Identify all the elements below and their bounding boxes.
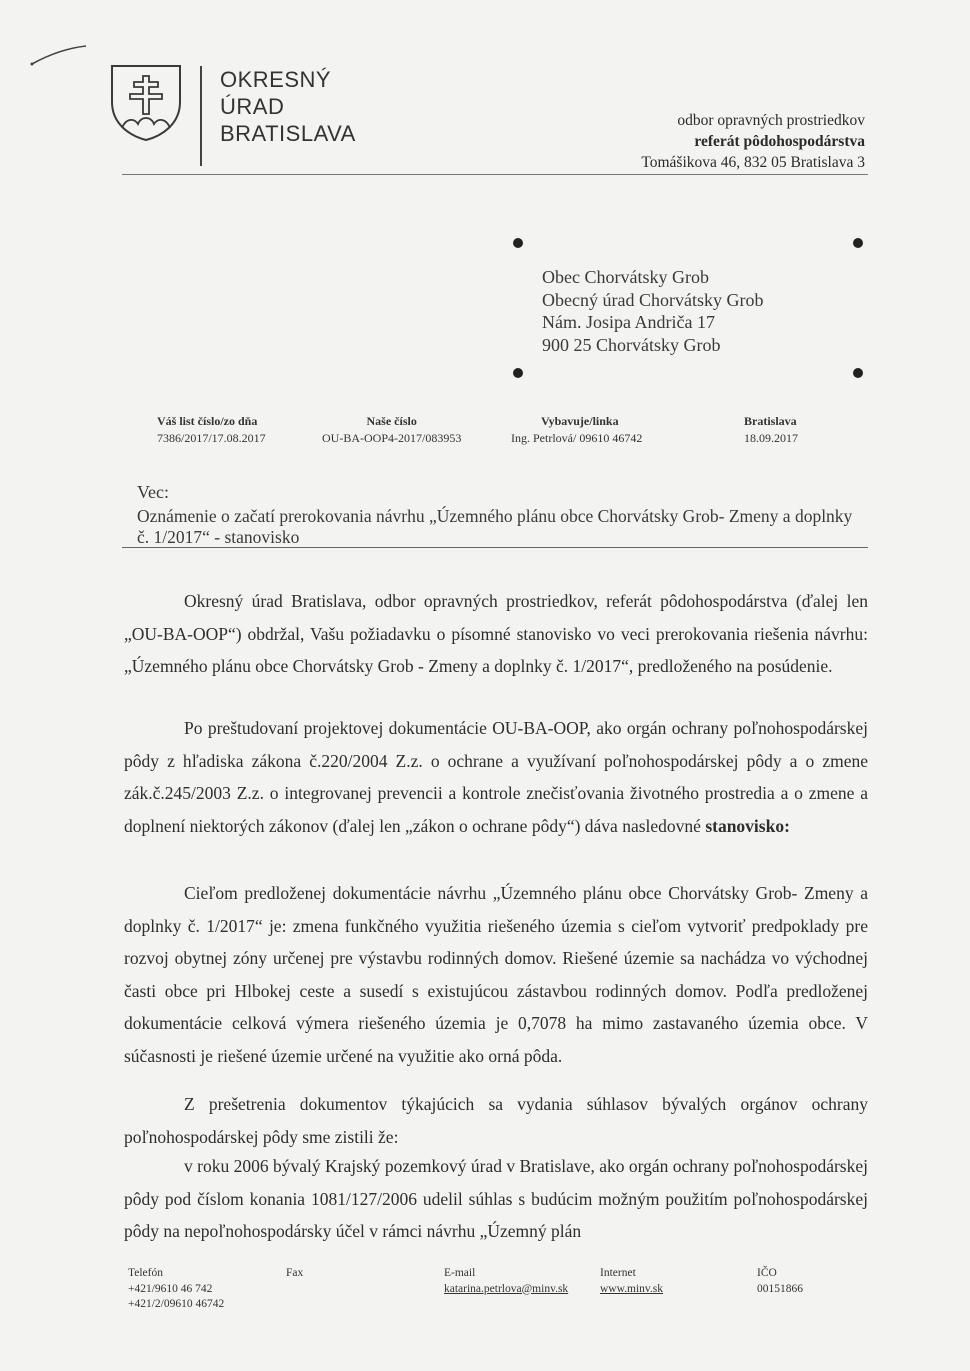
- header-divider: [200, 66, 202, 166]
- header-rule: [122, 174, 868, 175]
- subject-text: Oznámenie o začatí prerokovania návrhu „Územného plánu obce Chorvátsky Grob- Zmeny a doplnky č. 1/2017“ - stanovisko: [137, 506, 853, 547]
- body-paragraph-3: [124, 877, 868, 1072]
- website-link[interactable]: www.minv.sk: [600, 1282, 664, 1295]
- date-value: 18.09.2017: [744, 431, 798, 445]
- recipient-line-3: Nám. Josipa Andriča 17: [542, 312, 715, 332]
- coat-of-arms-icon: [108, 62, 184, 142]
- place-label: Bratislava: [744, 414, 797, 428]
- phone-value: +421/9610 46 742: [128, 1282, 213, 1295]
- internet-label: Internet: [600, 1267, 636, 1279]
- handled-by-ref: [511, 413, 642, 447]
- your-letter-ref: [157, 413, 266, 447]
- punch-hole-mark: [853, 368, 863, 378]
- footer-phone: [128, 1266, 224, 1313]
- body-paragraph-1: [124, 585, 868, 683]
- paragraph-text: Z prešetrenia dokumentov týkajúcich sa vydania súhlasov bývalých orgánov ochrany poľnohospodárskej pôdy sme zistili že:: [124, 1094, 868, 1147]
- footer-email: [444, 1266, 568, 1297]
- office-address: Tomášikova 46, 832 05 Bratislava 3: [641, 154, 865, 171]
- ico-label: IČO: [757, 1267, 777, 1279]
- office-name-line-2: ÚRAD: [220, 94, 285, 119]
- office-name: [220, 66, 356, 147]
- our-number-ref: [322, 413, 461, 447]
- paragraph-text: Po preštudovaní projektovej dokumentácie OU-BA-OOP, ako orgán ochrany poľnohospodárskej pôdy z hľadiska zákona č.220/2004 Z.z. o ochrane a využívaní poľnohospodárskej pôdy a o zmene zák.č.245/2003 Z.z. o integrovanej prevencii a kontrole znečisťovania životného prostredia a o zmene a doplnení niektorých zákonov (ďalej len „zákon o ochrane pôdy“) dáva nasledovné: [124, 718, 868, 836]
- subject-label: Vec:: [137, 482, 169, 502]
- email-link[interactable]: katarina.petrlova@minv.sk: [444, 1282, 569, 1295]
- office-name-line-1: OKRESNÝ: [220, 67, 332, 92]
- date-ref: [744, 413, 798, 447]
- punch-hole-mark: [853, 238, 863, 248]
- body-paragraph-4: [124, 1088, 868, 1153]
- recipient-line-1: Obec Chorvátsky Grob: [542, 267, 709, 287]
- paragraph-text: v roku 2006 bývalý Krajský pozemkový úrad v Bratislave, ako orgán ochrany poľnohospodárskej pôdy pod číslom konania 1081/127/2006 udelil súhlas s budúcim možným použitím poľnohospodárskej pôdy na nepoľnohospodársky účel v rámci návrhu „Územný plán: [124, 1156, 868, 1241]
- our-number-label: Naše číslo: [366, 414, 417, 428]
- phone-value: +421/2/09610 46742: [128, 1298, 225, 1310]
- body-paragraph-5: [124, 1150, 868, 1248]
- your-letter-value: 7386/2017/17.08.2017: [157, 431, 266, 445]
- subject-rule: [122, 547, 868, 548]
- punch-hole-mark: [513, 368, 523, 378]
- fax-label: Fax: [286, 1267, 304, 1279]
- department-name: odbor opravných prostriedkov: [677, 112, 865, 129]
- our-number-value: OU-BA-OOP4-2017/083953: [322, 431, 462, 445]
- office-name-line-3: BRATISLAVA: [220, 121, 356, 146]
- ico-value: 00151866: [757, 1282, 803, 1295]
- recipient-line-4: 900 25 Chorvátsky Grob: [542, 334, 721, 355]
- paragraph-container: [124, 712, 868, 842]
- footer-fax: [286, 1266, 303, 1282]
- footer-internet: [600, 1266, 663, 1297]
- email-label: E-mail: [444, 1267, 476, 1279]
- your-letter-label: Váš list číslo/zo dňa: [157, 414, 258, 428]
- punch-hole-mark: [513, 238, 523, 248]
- footer-ico: [757, 1266, 803, 1297]
- phone-label: Telefón: [128, 1267, 163, 1279]
- department-block: [641, 110, 865, 173]
- recipient-address: [542, 266, 763, 356]
- stanovisko-label: stanovisko:: [705, 815, 790, 836]
- recipient-line-2: Obecný úrad Chorvátsky Grob: [542, 289, 764, 310]
- body-paragraph-2: [124, 712, 868, 842]
- paragraph-text: Cieľom predloženej dokumentácie návrhu „Územného plánu obce Chorvátsky Grob- Zmeny a doplnky č. 1/2017“ je: zmena funkčného využitia riešeného územia s cieľom vytvoriť predpoklady pre rozvoj obytnej zóny určenej pre výstavbu rodinných domov. Riešené územie sa nachádza vo východnej časti obce pri Hlbokej ceste a susedí s existujúcou zástavbou rodinných domov. Podľa predloženej dokumentácie celková výmera riešeného územia je 0,7078 ha mimo zastavaného územia obce. V súčasnosti je riešené územie určené na využitie ako orná pôda.: [124, 883, 868, 1066]
- handled-by-value: Ing. Petrlová/ 09610 46742: [511, 431, 643, 445]
- paragraph-text: Okresný úrad Bratislava, odbor opravných prostriedkov, referát pôdohospodárstva (ďalej len „OU-BA-OOP“) obdržal, Vašu požiadavku o písomné stanovisko vo veci prerokovania riešenia návrhu: „Územného plánu obce Chorvátsky Grob - Zmeny a doplnky č. 1/2017“, predloženého na posúdenie.: [124, 591, 868, 676]
- section-name: referát pôdohospodárstva: [694, 133, 865, 150]
- pen-stroke-mark: [30, 40, 90, 70]
- handled-by-label: Vybavuje/linka: [541, 414, 619, 428]
